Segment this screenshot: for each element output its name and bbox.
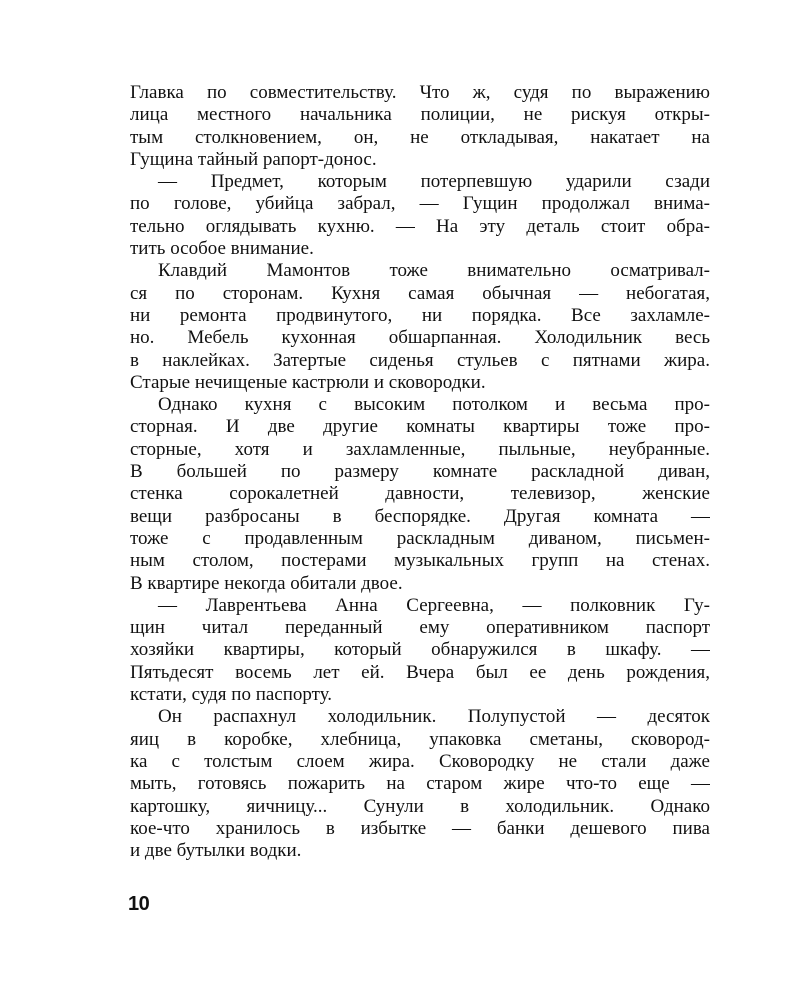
text-line: вещи разбросаны в беспорядке. Другая комната —	[130, 505, 710, 527]
text-line: по голове, убийца забрал, — Гущин продолжал внима-	[130, 193, 710, 215]
text-line: щин читал переданный ему оперативником паспорт	[130, 617, 710, 639]
text-line: сторные, хотя и захламленные, пыльные, неубранные.	[130, 438, 710, 460]
text-line: Старые нечищеные кастрюли и сковородки.	[130, 371, 486, 393]
text-line: ни ремонта продвинутого, ни порядка. Все захламле-	[130, 304, 710, 326]
text-line: сторная. И две другие комнаты квартиры тоже про-	[130, 416, 710, 438]
text-line: — Предмет, которым потерпевшую ударили сзади	[158, 171, 710, 193]
text-line: картошку, яичницу... Сунули в холодильник. Однако	[130, 795, 710, 817]
text-line: в наклейках. Затертые сиденья стульев с пятнами жира.	[130, 349, 710, 371]
text-line: кстати, судя по паспорту.	[130, 684, 333, 706]
text-line: тельно оглядывать кухню. — На эту деталь стоит обра-	[130, 215, 710, 237]
text-line: В квартире некогда обитали двое.	[130, 572, 403, 594]
text-line: Пятьдесят восемь лет ей. Вчера был ее день рождения,	[130, 661, 710, 683]
text-line: Гущина тайный рапорт-донос.	[130, 148, 377, 170]
text-line: стенка сорокалетней давности, телевизор, женские	[130, 483, 710, 505]
text-line: и две бутылки водки.	[130, 840, 302, 862]
body-text	[130, 82, 710, 862]
text-line: тым столкновением, он, не откладывая, накатает на	[130, 126, 710, 148]
text-line: тоже с продавленным раскладным диваном, письмен-	[130, 527, 710, 549]
text-line: мыть, готовясь пожарить на старом жире что-то еще —	[130, 773, 710, 795]
text-line: ся по сторонам. Кухня самая обычная — небогатая,	[130, 282, 710, 304]
text-line: яиц в коробке, хлебница, упаковка сметаны, сковород-	[130, 728, 710, 750]
text-line: — Лаврентьева Анна Сергеевна, — полковник Гу-	[158, 594, 710, 616]
text-line: Главка по совместительству. Что ж, судя по выражению	[130, 82, 710, 103]
text-line: но. Мебель кухонная обшарпанная. Холодильник весь	[130, 327, 710, 349]
text-line: ка с толстым слоем жира. Сковородку не стали даже	[130, 750, 710, 772]
text-line: ным столом, постерами музыкальных групп на стенах.	[130, 550, 710, 572]
text-line: лица местного начальника полиции, не рискуя откры-	[130, 104, 710, 126]
text-line: кое-что хранилось в избытке — банки дешевого пива	[130, 817, 710, 839]
text-line: В большей по размеру комнате раскладной диван,	[130, 461, 710, 483]
text-line: хозяйки квартиры, который обнаружился в шкафу. —	[130, 639, 710, 661]
text-line: Однако кухня с высоким потолком и весьма про-	[158, 394, 710, 416]
page-number: 10	[128, 893, 150, 915]
text-line: Клавдий Мамонтов тоже внимательно осматривал-	[158, 260, 710, 282]
text-line: тить особое внимание.	[130, 238, 314, 260]
text-line: Он распахнул холодильник. Полупустой — десяток	[158, 706, 710, 728]
